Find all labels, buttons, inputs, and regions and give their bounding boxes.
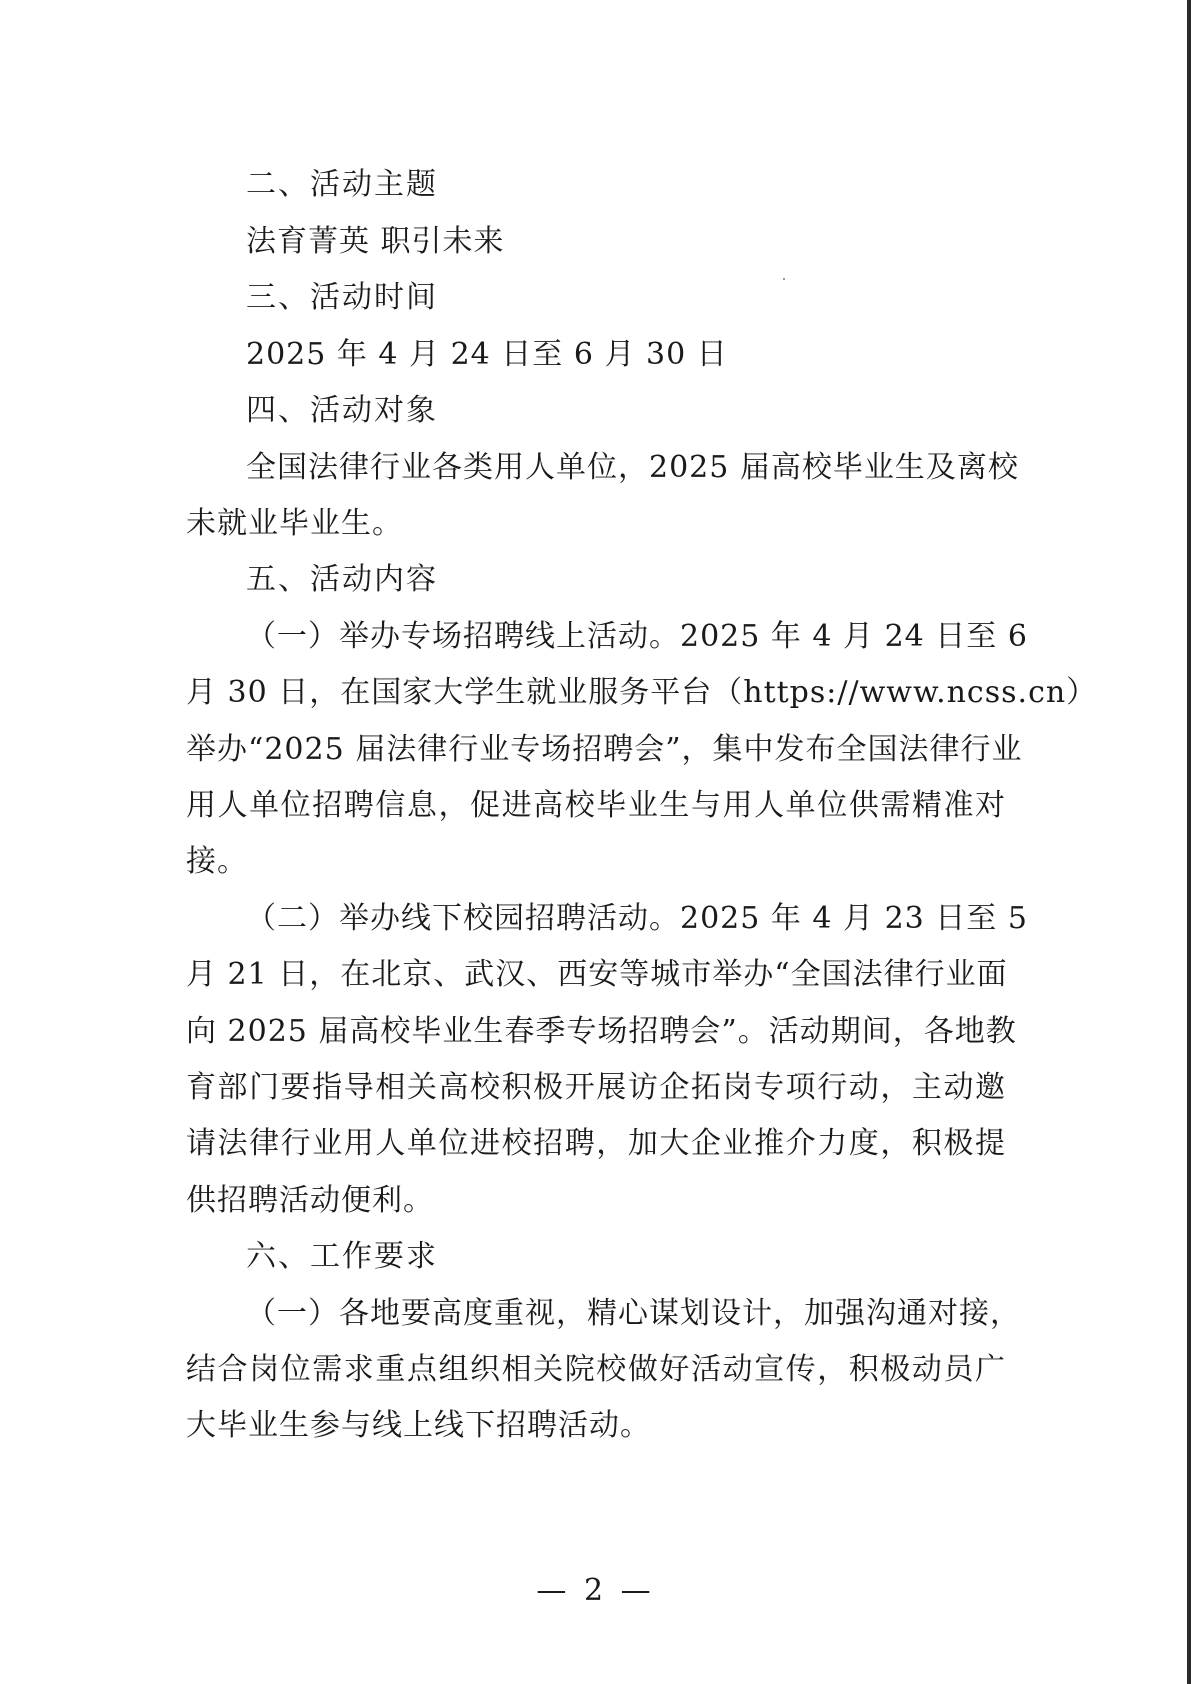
heading-activity-theme: 二、活动主题 <box>246 167 438 202</box>
content-1-line-5: 接。 <box>186 844 248 879</box>
activity-theme-text: 法育菁英 职引未来 <box>246 224 505 259</box>
requirement-1-line-2: 结合岗位需求重点组织相关院校做好活动宣传，积极动员广 <box>186 1352 1006 1387</box>
activity-target-line-2: 未就业毕业生。 <box>186 506 403 541</box>
heading-activity-time: 三、活动时间 <box>246 280 438 315</box>
content-1-line-2: 月 30 日，在国家大学生就业服务平台（https://www.ncss.cn） <box>186 675 1098 710</box>
content-2-line-6: 供招聘活动便利。 <box>186 1183 434 1218</box>
content-2-line-2: 月 21 日，在北京、武汉、西安等城市举办“全国法律行业面 <box>186 957 1008 992</box>
heading-activity-content: 五、活动内容 <box>246 562 438 597</box>
activity-target-line-1: 全国法律行业各类用人单位，2025 届高校毕业生及离校 <box>246 450 1019 485</box>
content-2-line-5: 请法律行业用人单位进校招聘，加大企业推介力度，积极提 <box>186 1126 1006 1161</box>
content-2-line-3: 向 2025 届高校毕业生春季专场招聘会”。活动期间，各地教 <box>186 1014 1017 1049</box>
content-2-line-1: （二）举办线下校园招聘活动。2025 年 4 月 23 日至 5 <box>246 901 1028 936</box>
requirement-1-line-1: （一）各地要高度重视，精心谋划设计，加强沟通对接， <box>246 1296 1021 1331</box>
activity-time-text: 2025 年 4 月 24 日至 6 月 30 日 <box>246 337 728 372</box>
content-1-line-4: 用人单位招聘信息，促进高校毕业生与用人单位供需精准对 <box>186 788 1006 823</box>
page-edge <box>1187 0 1191 1684</box>
page-number: — 2 — <box>536 1573 655 1608</box>
content-1-line-1: （一）举办专场招聘线上活动。2025 年 4 月 24 日至 6 <box>246 619 1028 654</box>
content-1-line-3: 举办“2025 届法律行业专场招聘会”，集中发布全国法律行业 <box>186 732 1023 767</box>
requirement-1-line-3: 大毕业生参与线上线下招聘活动。 <box>186 1408 651 1443</box>
heading-activity-target: 四、活动对象 <box>246 393 438 428</box>
content-2-line-4: 育部门要指导相关高校积极开展访企拓岗专项行动，主动邀 <box>186 1070 1006 1105</box>
heading-work-requirements: 六、工作要求 <box>246 1239 438 1274</box>
